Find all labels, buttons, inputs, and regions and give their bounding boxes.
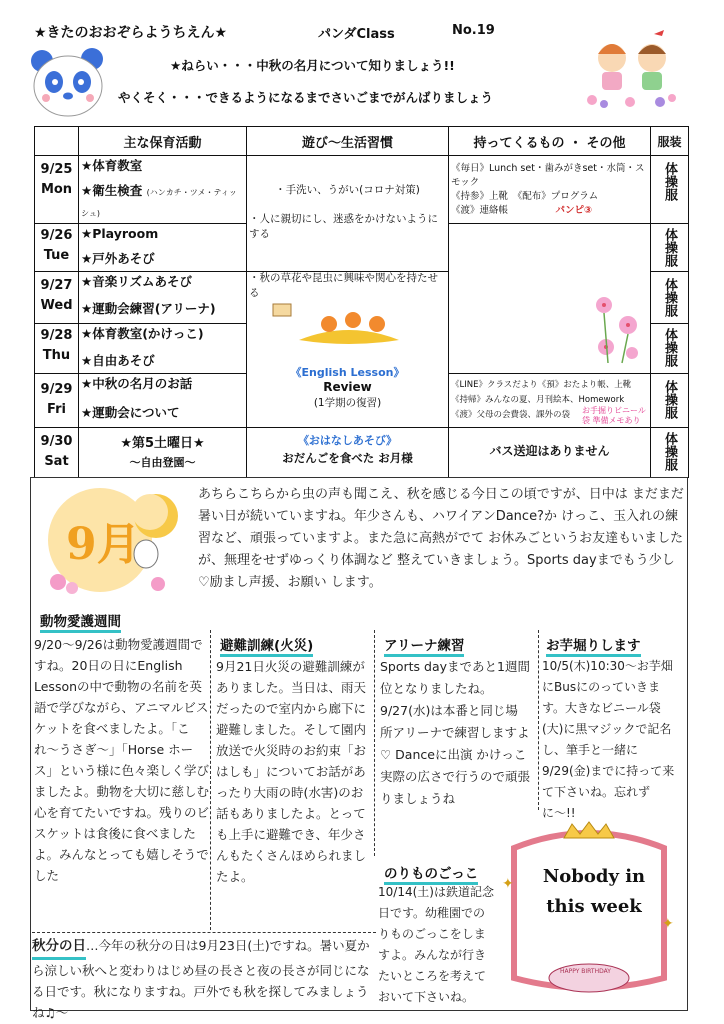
activity-1: ★体育教室: [81, 158, 143, 173]
clothes-cell: 体操服: [651, 272, 689, 324]
issue-number: No.19: [452, 23, 495, 38]
story-play-title: 《おはなしあそび》: [297, 434, 398, 447]
story-play-text: おだんごを食べた お月様: [282, 451, 413, 465]
day-cell: 9/30 Sat: [35, 428, 79, 478]
clothes-cell: 体操服: [651, 224, 689, 272]
bring-fri-1: 《LINE》クラスだより《預》おたより帳、上靴: [451, 380, 632, 390]
clothes-cell: 体操服: [651, 374, 689, 428]
nobody-birthday-text: Nobody in this week: [542, 866, 646, 917]
clothes-cell: 体操服: [651, 428, 689, 478]
vehicle-play-title: のりものごっこ: [384, 862, 478, 885]
day-cell: 9/26 Tue: [35, 224, 79, 272]
col-activity-header: 主な保育活動: [79, 127, 247, 156]
play-item-2: ・人に親切にし、迷惑をかけないようにする: [249, 213, 438, 240]
class-name: パンダClass: [318, 27, 395, 42]
bring-handwritten-note: お手掘りビニール袋 準備メモあり: [582, 406, 646, 425]
evacuation-title: 避難訓練(火災): [220, 634, 313, 657]
september-badge: [38, 484, 188, 596]
activity-cell: ★中秋の名月のお話 ★運動会について: [79, 374, 247, 428]
play-item-3: ・秋の草花や昆虫に興味や関心を持たせる: [249, 272, 438, 299]
potato-digging-text: 10/5(木)10:30〜お芋畑にBusにのっていきます。大きなビニール袋(大)に黒マジックで記名し、筆手と一緒に9/29(金)までに持って来て下さいね。忘れずに〜!!: [542, 659, 675, 820]
day-date: 9/25: [40, 162, 73, 177]
play-cell-sat: [247, 428, 449, 478]
bring-cell-blank: [449, 224, 651, 374]
activity-cell: ★第5土曜日★ 〜自由登園〜: [79, 428, 247, 478]
activity-2: ★衛生検査: [81, 183, 143, 198]
bring-fri-3: 《渡》父母の会費袋、課外の袋: [451, 410, 571, 420]
school-name: ★きたのおおぞらようちえん★: [34, 25, 228, 41]
potato-digging-title: お芋堀りします: [546, 634, 641, 657]
promise-text: やくそく・・・できるようになるまでさいごまでがんばりましょう: [118, 90, 494, 105]
activity-cell: ★音楽リズムあそび ★運動会練習(アリーナ): [79, 272, 247, 324]
activity-cell: ★体育教室(かけっこ) ★自由あそび: [79, 324, 247, 374]
equinox-section: [32, 932, 376, 1020]
english-lesson-review: Review: [323, 380, 372, 394]
play-cell-top: [247, 156, 449, 272]
panda-icon: [30, 48, 106, 118]
arena-practice-text: Sports dayまであと1週間位となりましたね。9/27(水)は本番と同じ場所アリーナで練習しますよ♡ Danceに出演 かけっこ実際の広さで行うので頑張りましょうね: [380, 659, 531, 806]
activity-cell: [79, 156, 247, 224]
day-weekday: Mon: [40, 182, 73, 197]
equinox-text: …今年の秋分の日は9月23日(土)ですね。暑い夏から涼しい秋へと変わりはじめ昼の長さと夜の長さが同じになる日です。秋になりますね。戸外でも秋を探してみましょうね♫〜: [32, 938, 370, 1020]
evacuation-text: 9月21日火災の避難訓練がありました。当日は、雨天だったので室内から廊下に避難しました。そして園内放送で火災時のお約束「おはしも」についてお話があったり大雨の時(水害)のお話もありましたよ。とっても上手に避難でき、年少さんもたくさんほめられましたよ。: [216, 659, 367, 884]
activity-note: (ハンカチ・ツメ・ティッシュ): [81, 188, 237, 218]
col-bring-header: 持ってくるもの ・ その他: [449, 127, 651, 156]
bring-fri-2: 《持帰》みんなの夏、月刊絵本、Homework: [451, 395, 625, 405]
weekly-schedule-table: [34, 126, 689, 478]
clothes-cell: 体操服: [651, 156, 689, 224]
bring-cell-sat: [449, 428, 651, 478]
bring-item-1: 《毎日》Lunch set・歯みがきset・水筒・スモック: [451, 163, 645, 188]
day-cell: 9/29 Fri: [35, 374, 79, 428]
col-clothes-header: 服装: [651, 127, 689, 156]
birthday-frame: [494, 808, 684, 1008]
intro-message: あちらこちらから虫の声も聞こえ、秋を感じる今日この頃ですが、日中は まだまだ暑い日が続いていますね。年少さんも、ハワイアンDance?か けっこ、玉入れの練習など、頑張っていますよ。また急に高熱がでて お休みごというお友達もいましたが、無理をせずゆっくり体調など 整えていきましょう。Sports dayまでもう少し♡励まし声援、お願い します。: [198, 487, 684, 590]
animal-welfare-title: 動物愛護週間: [40, 610, 121, 633]
play-cell-middle: [247, 272, 449, 428]
svg-text:✦: ✦: [662, 916, 674, 932]
english-lesson-title: 《English Lesson》: [290, 366, 405, 379]
animal-welfare-text: 9/20〜9/26は動物愛護週間ですね。20日の日にEnglish Lessonの中で動物の名前を英語で学びながら、アニマルビスケットを食べましたよ。「これ〜うさぎ〜」「Horse ホース」という様に色々楽しく学びましたよ。動物を大切に慈しむ心を育てたいですね。残りのビスケットは食後に食べましたよ。みんなとっても嬉しそうでした: [34, 637, 210, 883]
bring-item-3: 《渡》連絡帳: [451, 205, 509, 216]
arena-practice-title: アリーナ練習: [384, 634, 464, 657]
svg-text:✦: ✦: [502, 876, 514, 892]
day-cell: 9/28 Thu: [35, 324, 79, 374]
bring-item-2: 《持参》上靴 《配布》プログラム: [451, 191, 599, 202]
equinox-title: 秋分の日: [32, 936, 86, 960]
play-item-1: ・手洗い、うがい(コロナ対策): [275, 184, 420, 196]
children-illustration: [582, 28, 682, 112]
corner-cell: [35, 127, 79, 156]
english-lesson-sub: (1学期の復習): [313, 397, 382, 409]
bring-cell-fri: [449, 374, 651, 428]
month-label: 9月: [66, 519, 141, 570]
activity-cell: ★Playroom ★戸外あそび: [79, 224, 247, 272]
day-cell: 9/27 Wed: [35, 272, 79, 324]
cosmos-flowers-illustration: [586, 285, 646, 365]
bring-tag: パンピ③: [555, 205, 593, 216]
birthday-cake-label: HAPPY BIRTHDAY: [560, 968, 611, 975]
bring-cell-mon: [449, 156, 651, 224]
col-play-header: 遊び〜生活習慣: [247, 127, 449, 156]
day-cell: [35, 156, 79, 224]
vehicle-play-text: 10/14(土)は鉄道記念日です。幼稚園でのりものごっこをしますよ。みんなが行きたいところを考えておいて下さいね。: [378, 885, 494, 1004]
aim-text: ★ねらい・・・中秋の名月について知りましょう!!: [170, 58, 455, 73]
animals-illustration: [269, 300, 419, 350]
clothes-cell: 体操服: [651, 324, 689, 374]
no-bus-notice: バス送迎はありません: [489, 444, 610, 458]
